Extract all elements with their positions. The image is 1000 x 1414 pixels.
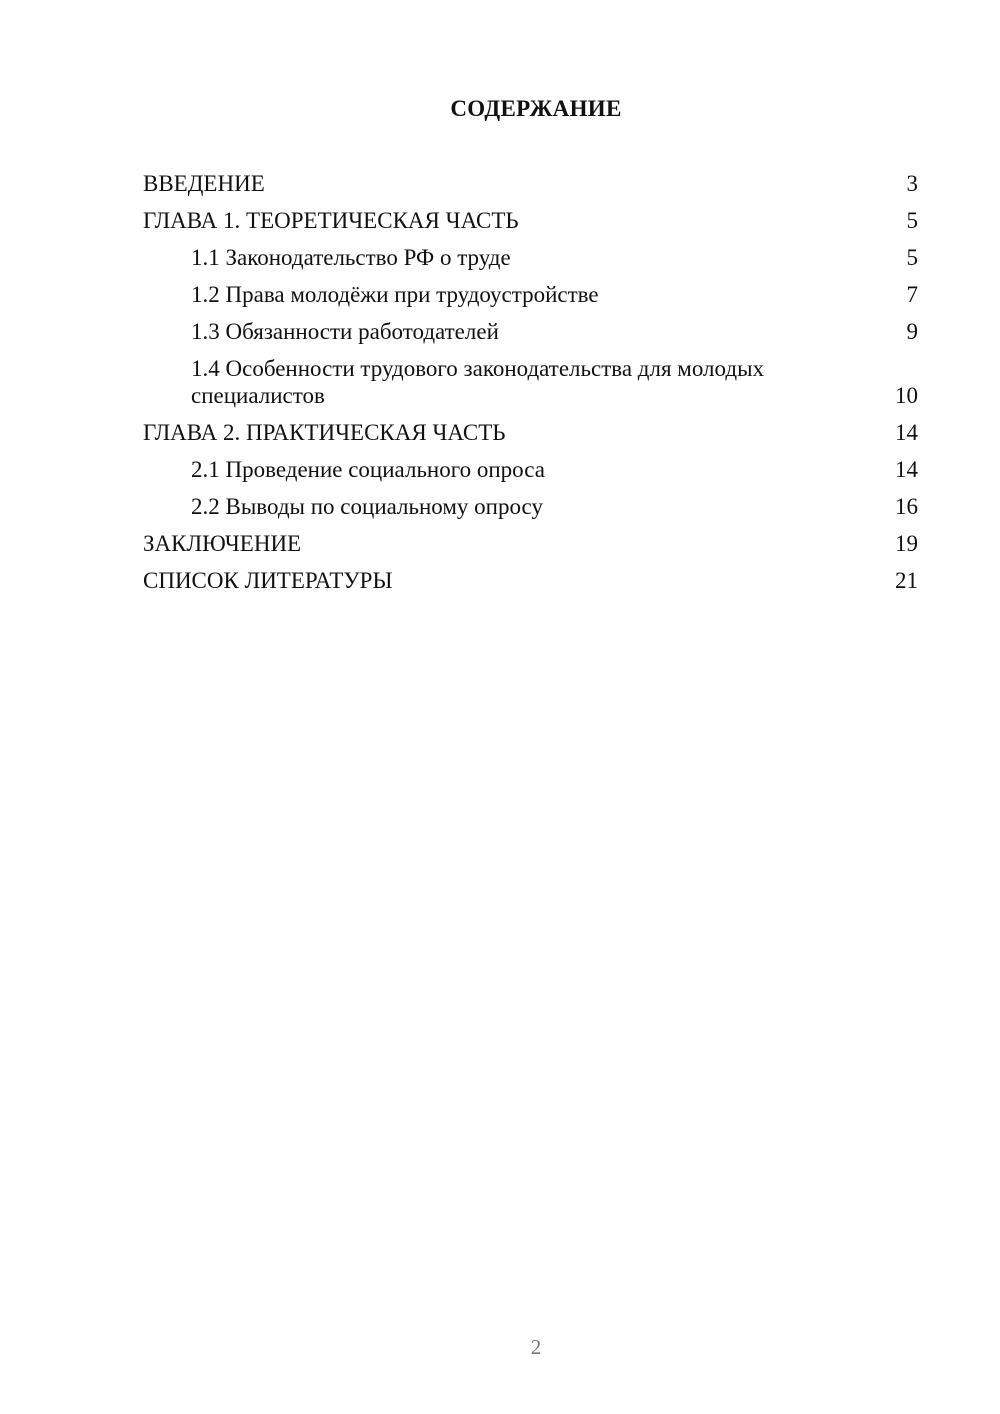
- toc-entry-title: ГЛАВА 1. ТЕОРЕТИЧЕСКАЯ ЧАСТЬ: [143, 208, 519, 233]
- toc-entry-title: СПИСОК ЛИТЕРАТУРЫ: [143, 568, 393, 593]
- toc-entry-title: 2.1 Проведение социального опроса: [191, 457, 545, 482]
- toc-entry-title: ВВЕДЕНИЕ: [143, 171, 265, 196]
- toc-entry-page: 14: [895, 420, 918, 445]
- table-of-contents: [143, 170, 918, 604]
- toc-entry-page: 7: [906, 282, 918, 307]
- toc-entry-chapter-1[interactable]: [143, 207, 918, 234]
- toc-entry-page: 10: [895, 383, 918, 408]
- toc-entry-page: 5: [906, 208, 918, 233]
- toc-entry-section-1-1[interactable]: [143, 244, 918, 271]
- toc-entry-page: 5: [906, 245, 918, 270]
- toc-entry-page: 16: [895, 494, 918, 519]
- toc-entry-title: ГЛАВА 2. ПРАКТИЧЕСКАЯ ЧАСТЬ: [143, 420, 506, 445]
- toc-entry-section-1-4[interactable]: [143, 355, 918, 409]
- page-title: СОДЕРЖАНИЕ: [450, 96, 622, 121]
- toc-entry-title: 1.2 Права молодёжи при трудоустройстве: [191, 282, 599, 307]
- toc-entry-chapter-2[interactable]: [143, 419, 918, 446]
- toc-entry-title: ЗАКЛЮЧЕНИЕ: [143, 531, 302, 556]
- toc-entry-section-2-2[interactable]: [143, 493, 918, 520]
- toc-entry-bibliography[interactable]: [143, 567, 918, 594]
- toc-entry-section-2-1[interactable]: [143, 456, 918, 483]
- toc-entry-page: 3: [906, 171, 918, 196]
- toc-entry-conclusion[interactable]: [143, 530, 918, 557]
- toc-entry-section-1-2[interactable]: [143, 281, 918, 308]
- toc-entry-title: 2.2 Выводы по социальному опросу: [191, 494, 543, 519]
- toc-entry-introduction[interactable]: [143, 170, 918, 197]
- toc-entry-page: 14: [895, 457, 918, 482]
- toc-entry-section-1-3[interactable]: [143, 318, 918, 345]
- toc-entry-title: 1.4 Особенности трудового законодательства для молодых специалистов: [191, 356, 765, 408]
- toc-entry-title: 1.1 Законодательство РФ о труде: [191, 245, 511, 270]
- toc-entry-title: 1.3 Обязанности работодателей: [191, 319, 499, 344]
- toc-entry-page: 21: [895, 568, 918, 593]
- toc-entry-page: 9: [906, 319, 918, 344]
- page-number: 2: [530, 1335, 542, 1359]
- toc-entry-page: 19: [895, 531, 918, 556]
